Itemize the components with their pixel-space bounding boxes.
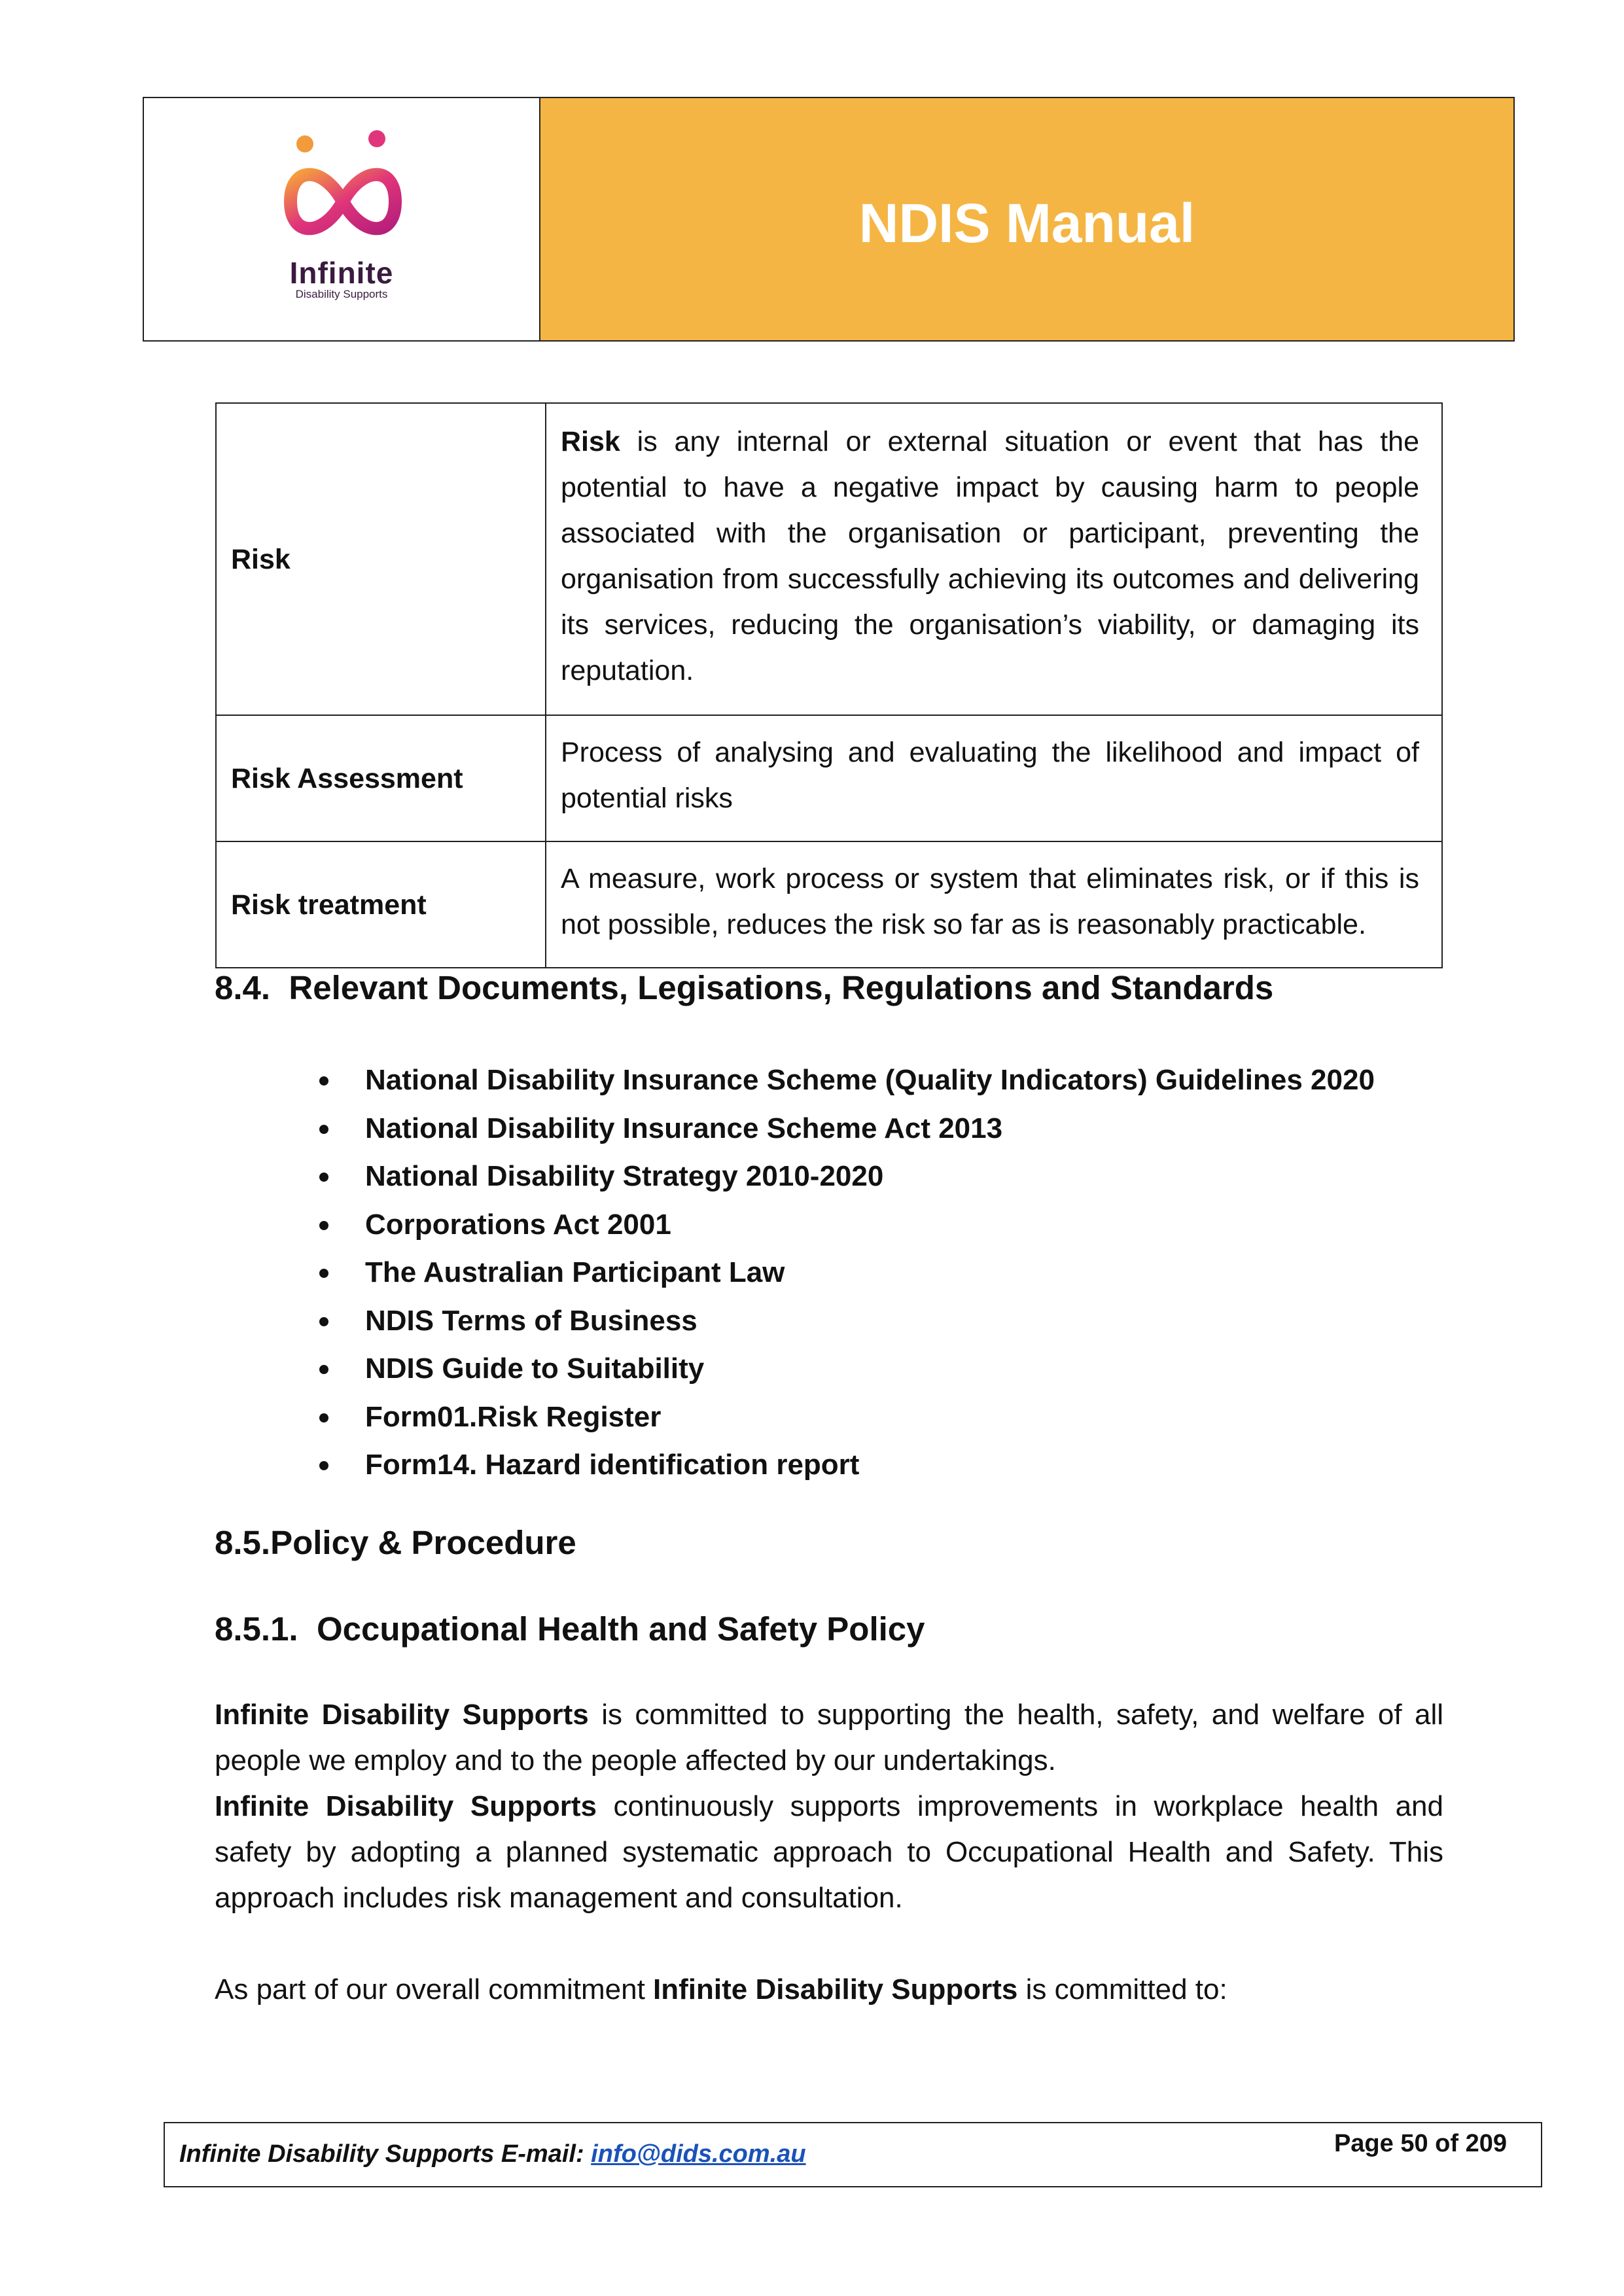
- list-item: National Disability Insurance Scheme (Quality Indicators) Guidelines 2020: [314, 1056, 1375, 1104]
- footer-contact: [179, 2140, 806, 2168]
- policy-paragraph-1: [215, 1692, 1443, 1784]
- company-logo: [144, 98, 540, 340]
- term-cell: Risk Assessment: [216, 715, 546, 841]
- paragraph-text: continuously supports improvements in workplace health and safety by adopting a planned systematic approach to Occupational Health and Safety. This approach includes risk management and consultation.: [215, 1790, 1443, 1914]
- paragraph-text: is committed to supporting the health, safety, and welfare of all people we employ and to the people affected by our undertakings.: [215, 1699, 1443, 1776]
- infinity-logo-icon: [277, 130, 408, 255]
- list-item: National Disability Strategy 2010-2020: [314, 1152, 1375, 1201]
- page-number: Page 50 of 209: [1333, 2130, 1507, 2157]
- definition-text: is any internal or external situation or event that has the potential to have a negative impact by causing harm to people associated with the organisation or participant, preventing the organisation from successfully achieving its outcomes and delivering its services, reducing the organisation’s viability, or damaging its reputation.: [561, 425, 1419, 686]
- definition-cell: [546, 403, 1442, 715]
- logo-brand-text: Infinite: [289, 256, 394, 290]
- list-item: Form01.Risk Register: [314, 1393, 1375, 1441]
- paragraph-text: is committed to:: [1017, 1973, 1227, 2005]
- definition-text: Process of analysing and evaluating the likelihood and impact of potential risks: [561, 736, 1419, 814]
- definition-cell: [546, 715, 1442, 841]
- page-footer: [164, 2122, 1542, 2187]
- list-item: The Australian Participant Law: [314, 1248, 1375, 1297]
- definition-lead: Risk: [561, 425, 620, 457]
- list-item: National Disability Insurance Scheme Act 2013: [314, 1104, 1375, 1153]
- email-link[interactable]: info@dids.com.au: [591, 2140, 806, 2168]
- section-heading-8-5-1: 8.5.1. Occupational Health and Safety Policy: [215, 1610, 925, 1648]
- header-title-panel: [540, 98, 1513, 340]
- policy-paragraph-3: [215, 1967, 1443, 2013]
- paragraph-text: As part of our overall commitment: [215, 1973, 654, 2005]
- org-name: Infinite Disability Supports: [653, 1973, 1018, 2005]
- logo-tagline-text: Disability Supports: [295, 288, 388, 300]
- document-title: NDIS Manual: [858, 192, 1195, 254]
- table-row: [216, 841, 1442, 968]
- table-row: [216, 715, 1442, 841]
- term-cell: Risk treatment: [216, 841, 546, 968]
- list-item: NDIS Guide to Suitability: [314, 1345, 1375, 1393]
- page-header: [143, 97, 1515, 342]
- section-heading-8-5: 8.5.Policy & Procedure: [215, 1524, 576, 1561]
- section-heading-8-4: 8.4. Relevant Documents, Legisations, Regulations and Standards: [215, 969, 1274, 1006]
- list-item: Corporations Act 2001: [314, 1201, 1375, 1249]
- definition-text: A measure, work process or system that eliminates risk, or if this is not possible, reduces the risk so far as is reasonably practicable.: [561, 862, 1419, 940]
- list-item: NDIS Terms of Business: [314, 1297, 1375, 1345]
- org-name: Infinite Disability Supports: [215, 1790, 597, 1822]
- documents-list: [314, 1056, 1375, 1489]
- list-item: Form14. Hazard identification report: [314, 1441, 1375, 1489]
- footer-label: Infinite Disability Supports E-mail:: [179, 2140, 591, 2168]
- definition-cell: [546, 841, 1442, 968]
- table-row: [216, 403, 1442, 715]
- term-cell: Risk: [216, 403, 546, 715]
- policy-paragraph-2: [215, 1784, 1443, 1921]
- org-name: Infinite Disability Supports: [215, 1699, 589, 1731]
- definitions-table: [215, 402, 1443, 968]
